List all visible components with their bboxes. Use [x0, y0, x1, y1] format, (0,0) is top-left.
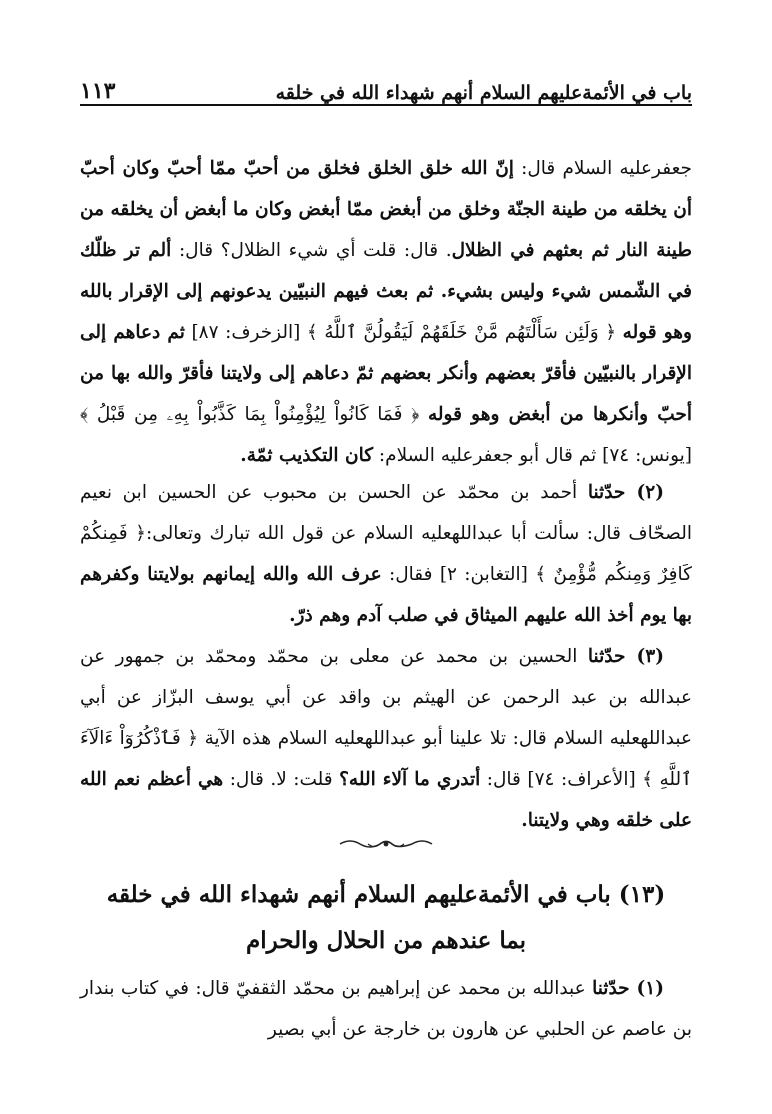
paragraph-3	[80, 636, 692, 841]
running-header	[80, 72, 692, 104]
p3-quran-1: ﴿ فَٱذْكُرُوٓاْ ءَالَآءَ ٱللَّهِ ﴾	[80, 728, 693, 790]
paragraph-4	[80, 968, 692, 1050]
p2-text-2: [التغابن: ٢] فقال:	[381, 564, 528, 585]
paragraph-1	[80, 148, 692, 476]
p1-bold-1: إنّ الله خلق الخلق فخلق من أحبّ ممّا أحبّ وكان أحبّ أن يخلقه من طينة الجنّة وخلق من أبغض ممّا أبغض وكان ما أبغض أن يخلقه من طينة النار ثم بعثهم في الظلال	[80, 158, 693, 261]
p1-bold-4: كان التكذيب ثمّة.	[240, 445, 374, 466]
page-number: ١١٣	[80, 78, 116, 104]
p1-quran-1: ﴿ وَلَئِن سَأَلْتَهُم مَّنْ خَلَقَهُمْ لَيَقُولُنَّ ٱللَّهُ ﴾	[300, 322, 623, 343]
p4-text-1: عبدالله بن محمد عن إبراهيم بن محمّد الثقفيّ قال: في كتاب بندار بن عاصم عن الحلبي عن هارون بن خارجة عن أبي بصير	[80, 978, 692, 1040]
p1-bold-3: ثم دعاهم إلى الإقرار بالنبيّين فأقرّ بعضهم وأنكر بعضهم ثمّ دعاهم إلى ولايتنا فأقرّ والله بها من أحبّ وأنكرها من أبغض وهو قوله	[80, 322, 693, 425]
p3-bold-1: (٣) حدّثنا	[587, 646, 664, 667]
p2-quran-1: ﴿ فَمِنكُمْ كَافِرٌ وَمِنكُم مُّؤْمِنٌ ﴾	[80, 523, 692, 585]
section-heading-line-2: بما عندهم من الحلال والحرام	[245, 927, 527, 954]
header-rule	[80, 104, 692, 106]
p1-text-4: [يونس: ٧٤] ثم قال أبو جعفرعليه السلام:	[373, 445, 692, 466]
p1-text-2: . قال: قلت أي شيء الظلال؟ قال:	[171, 240, 452, 261]
running-title: باب في الأئمةعليهم السلام أنهم شهداء الله في خلقه	[275, 82, 692, 104]
p3-text-1: الحسين بن محمد عن معلى بن محمّد ومحمّد بن جمهور عن عبدالله بن عبد الرحمن عن الهيثم بن واقد عن أبي يوسف البزّاز عن أبي عبداللهعليه السلام قال: تلا علينا أبو عبداللهعليه السلام هذه الآية	[80, 646, 692, 749]
p3-text-2: [الأعراف: ٧٤] قال:	[480, 769, 636, 790]
p1-text-3: [الزخرف: ٨٧]	[184, 322, 301, 343]
paragraph-2	[80, 472, 692, 636]
p1-bold-2: ألم تر ظلّك في الشّمس شيء وليس بشيء. ثم بعث فيهم النبيّين يدعونهم إلى الإقرار بالله وهو قوله	[80, 240, 692, 343]
p4-bold-1: (١) حدّثنا	[592, 978, 664, 999]
p1-quran-2: ﴿ فَمَا كَانُواْ لِيُؤْمِنُواْ بِمَا كَذَّبُواْ بِهِۦ مِن قَبْلُ ﴾	[80, 404, 428, 425]
section-ornament	[0, 836, 772, 856]
ornament-flourish-icon	[338, 836, 434, 852]
p2-text-1: أحمد بن محمّد عن الحسن بن محبوب عن الحسين ابن نعيم الصحّاف قال: سألت أبا عبداللهعليه السلام عن قول الله تبارك وتعالى:	[80, 482, 692, 544]
p3-text-3: قلت: لا. قال:	[223, 769, 340, 790]
p1-text-1: جعفرعليه السلام قال:	[513, 158, 692, 179]
p2-bold-2: عرف الله والله إيمانهم بولايتنا وكفرهم بها يوم أخذ الله عليهم الميثاق في صلب آدم وهم ذرّ.	[80, 564, 692, 626]
p3-bold-3: هي أعظم نعم الله على خلقه وهي ولايتنا.	[80, 769, 692, 831]
section-heading	[80, 872, 692, 964]
section-heading-line-1: (١٣) باب في الأئمةعليهم السلام أنهم شهداء الله في خلقه	[106, 881, 666, 908]
p3-bold-2: أتدري ما آلاء الله؟	[339, 769, 481, 790]
p2-bold-1: (٢) حدّثنا	[587, 482, 664, 503]
